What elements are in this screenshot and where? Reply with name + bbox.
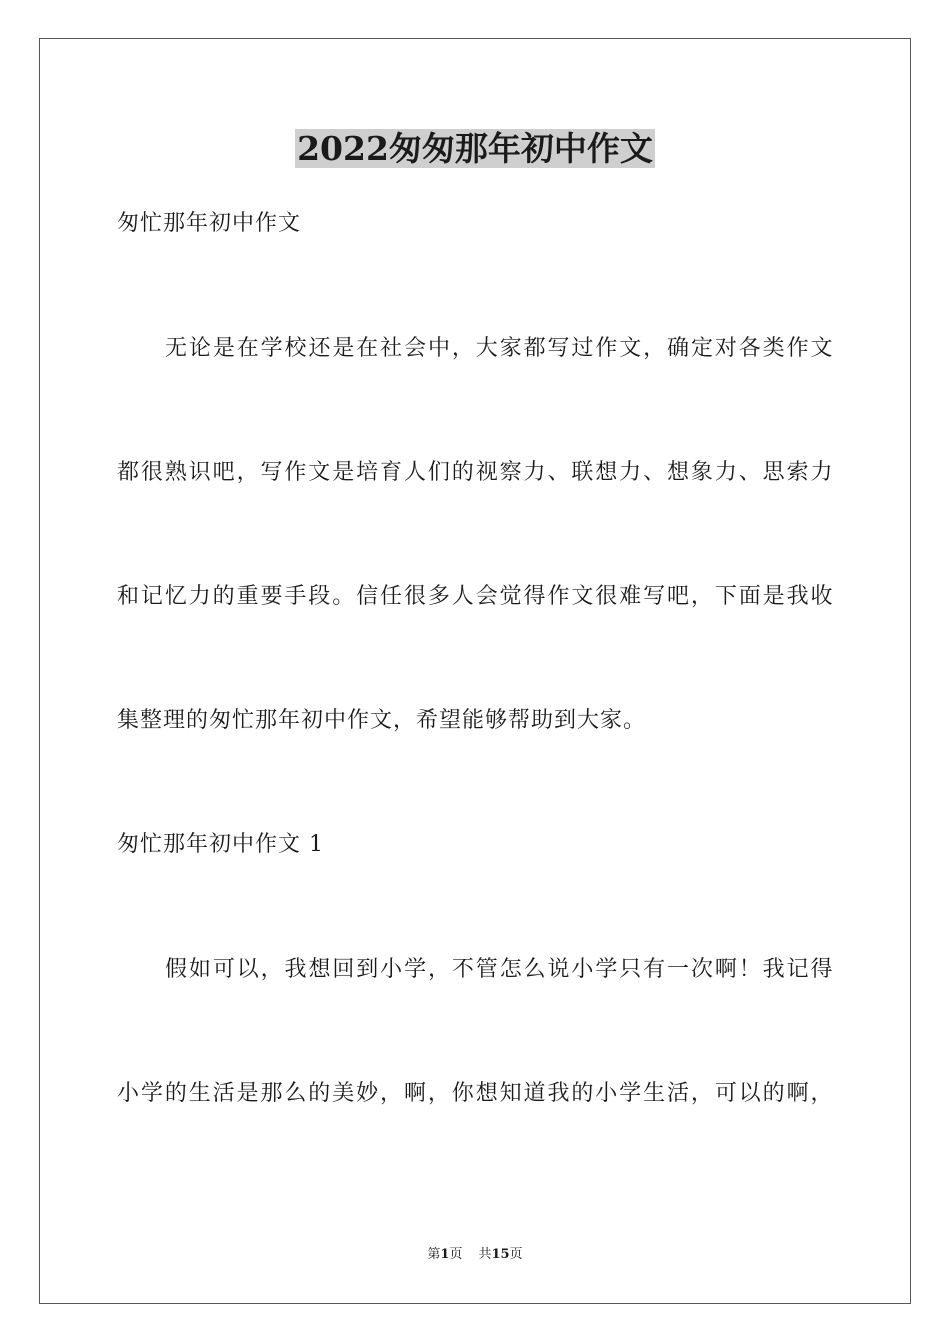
section-heading: 匆忙那年初中作文 1 (117, 832, 324, 857)
paragraph-line: 都很熟识吧，写作文是培育人们的视察力、联想力、想象力、思索力 (117, 460, 833, 485)
footer-total-suffix: 页 (509, 1247, 523, 1262)
paragraph-line: 小学的生活是那么的美妙，啊，你想知道我的小学生活，可以的啊， (117, 1081, 833, 1106)
page-footer (0, 1245, 950, 1265)
document-subtitle: 匆忙那年初中作文 (117, 211, 302, 236)
paragraph-line: 和记忆力的重要手段。信任很多人会觉得作文很难写吧，下面是我收 (117, 584, 833, 609)
footer-page-suffix: 页 (449, 1247, 463, 1262)
footer-page-prefix: 第 (427, 1247, 441, 1262)
paragraph-line: 无论是在学校还是在社会中，大家都写过作文，确定对各类作文 (165, 336, 833, 361)
document-title (0, 124, 950, 174)
paragraph-line: 假如可以，我想回到小学，不管怎么说小学只有一次啊！我记得 (165, 957, 833, 982)
footer-total-pages: 15 (491, 1247, 510, 1262)
document-title-text: 2022匆匆那年初中作文 (297, 129, 653, 168)
footer-page-number: 1 (440, 1247, 450, 1262)
footer-total-prefix: 共 (478, 1247, 492, 1262)
paragraph-line: 集整理的匆忙那年初中作文，希望能够帮助到大家。 (117, 708, 647, 733)
